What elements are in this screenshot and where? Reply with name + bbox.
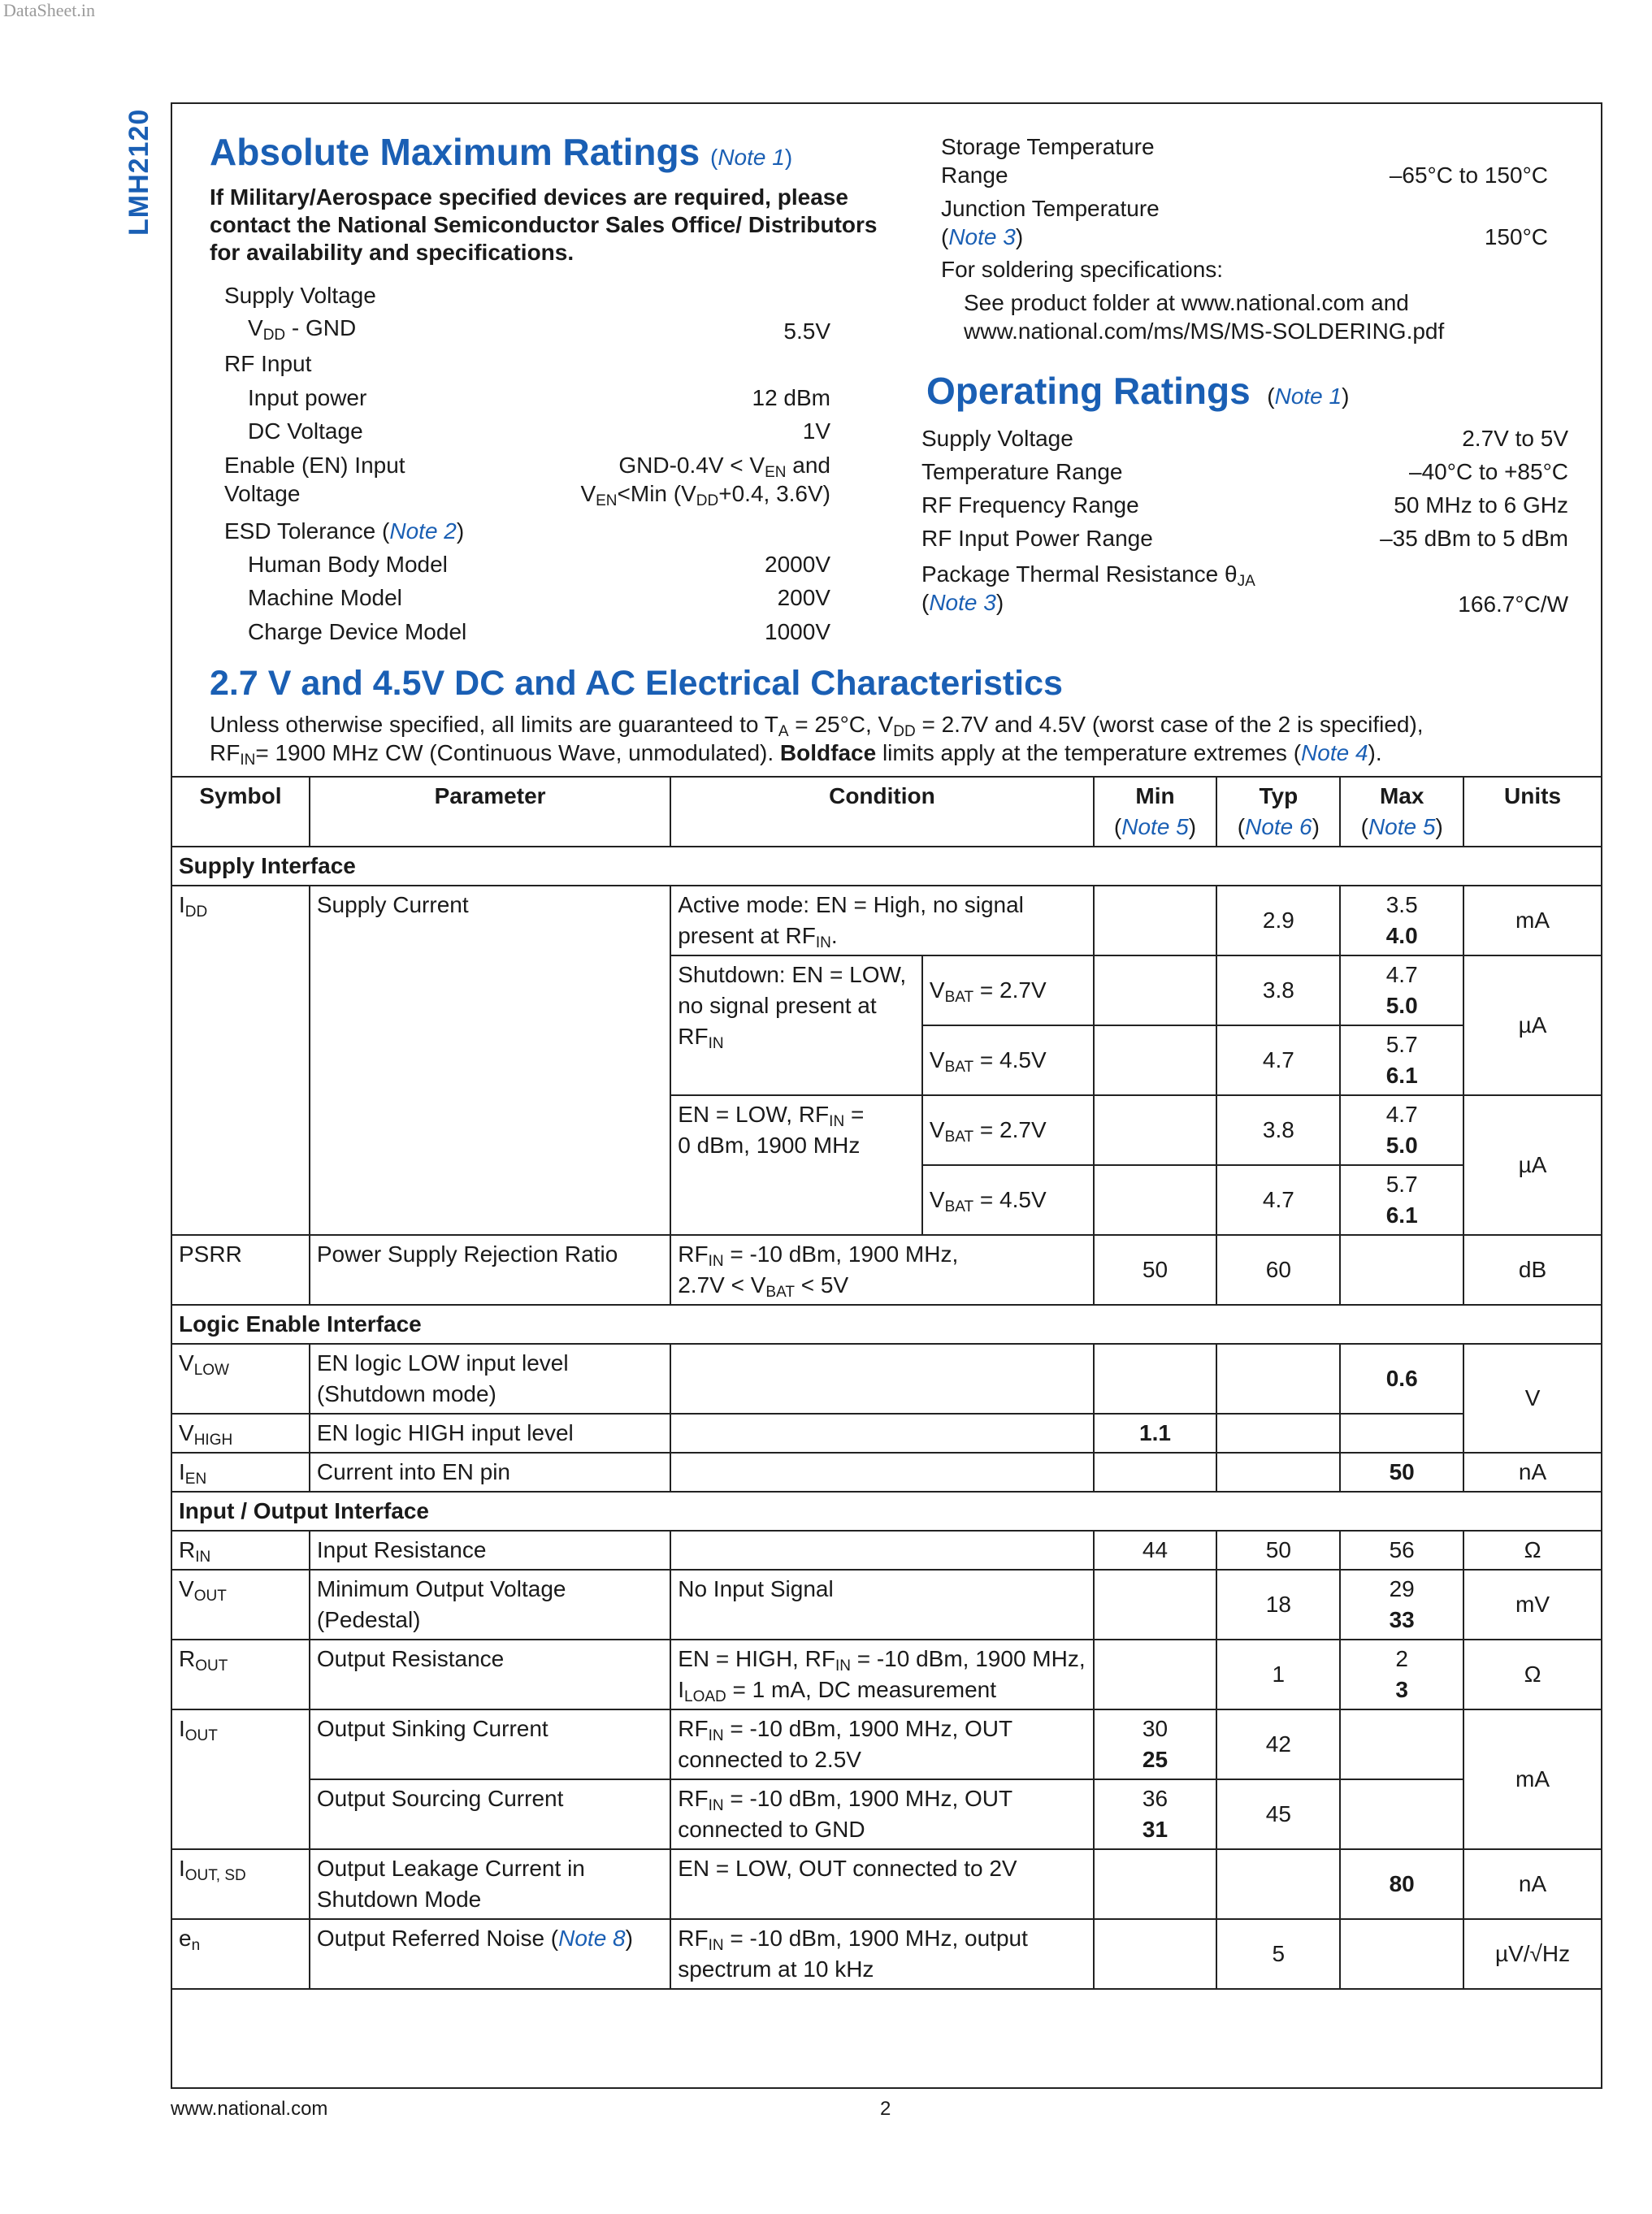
table-row: $V_{LOW}$ EN logic LOW input level (Shutdown mode) 0.6 V [171, 1344, 1602, 1414]
table-row: $I_{EN}$ Current into EN pin 50 nA [171, 1453, 1602, 1492]
op-rf-freq-label: RF Frequency Range [921, 492, 1139, 518]
op-supply-label: Supply Voltage [921, 426, 1073, 451]
note-link[interactable]: Note 1 [718, 145, 785, 170]
table-row: $I_{OUT, SD}$ Output Leakage Current in Shutdown Mode EN = LOW, OUT connected to 2V 80 nA [171, 1849, 1602, 1919]
ec-title: 2.7 V and 4.5V DC and AC Electrical Characteristics [210, 664, 1063, 703]
mm-label: Machine Model [248, 585, 402, 610]
note-link[interactable]: Note 5 [1121, 814, 1189, 839]
op-temp-label: Temperature Range [921, 459, 1123, 484]
storage-temp-label: Storage Temperature Range [941, 134, 1155, 188]
enable-label: Enable (EN) Input Voltage [224, 453, 405, 506]
header-units: Units [1463, 777, 1602, 847]
junction-temp-value: 150°C [1484, 224, 1548, 249]
note-link[interactable]: Note 4 [1301, 740, 1368, 765]
hbm-value: 2000V [765, 552, 830, 577]
table-row: $I_{DD}$ Supply Current Active mode: EN = High, no signal present at $RF_{IN}$. 2.9 3.5 4.0 mA [171, 886, 1602, 955]
table-row: $V_{OUT}$ Minimum Output Voltage (Pedestal) No Input Signal 18 29 33 mV [171, 1570, 1602, 1640]
op-rf-freq-value: 50 MHz to 6 GHz [1394, 492, 1568, 518]
ec-table [171, 776, 1602, 1990]
op-rf-power-label: RF Input Power Range [921, 526, 1153, 551]
ec-intro: Unless otherwise specified, all limits are guaranteed to $T_A = 25^\circ C$, $V_{DD} = 2.7V$ and 4.5V (worst case of the 2 is specified), $RF_{IN}= 1900$ MHz CW (Continuous Wave, unmodulated). Boldface limits apply at the temperature extremes (Note 4). [210, 712, 1424, 769]
military-note: If Military/Aerospace specified devices are required, please contact the National Semiconductor Sales Office/ Distributors for availability and specifications. [210, 184, 878, 265]
section-row: Input / Output Interface [171, 1492, 1602, 1531]
section-row: Supply Interface [171, 847, 1602, 886]
op-thermal-label: Package Thermal Resistance $\theta_{JA}$ (Note 3) [921, 561, 1255, 615]
soldering-label: For soldering specifications: [941, 257, 1224, 282]
hbm-label: Human Body Model [248, 552, 448, 577]
note-link[interactable]: Note 2 [389, 518, 457, 544]
mm-value: 200V [777, 585, 830, 610]
op-supply-value: 2.7V to 5V [1462, 426, 1568, 451]
header-max: Max (Note 5) [1340, 777, 1463, 847]
dc-voltage-value: 1V [802, 418, 830, 444]
esd-label: ESD Tolerance (Note 2) [224, 518, 465, 544]
table-header-row [171, 777, 1602, 847]
table-row: $R_{OUT}$ Output Resistance EN = HIGH, $RF_{IN} = -10$ dBm, 1900 MHz, $I_{LOAD} = 1$ mA, DC measurement 1 2 3 Ω [171, 1640, 1602, 1709]
footer-url[interactable]: www.national.com [171, 2098, 328, 2120]
op-rf-power-value: –35 dBm to 5 dBm [1380, 526, 1568, 551]
note-link[interactable]: Note 6 [1245, 814, 1312, 839]
table-row: EN = LOW, $RF_{IN}$ = 0 dBm, 1900 MHz $V_{BAT} = 2.7V$ 3.8 4.7 5.0 µA [171, 1095, 1602, 1165]
supply-voltage-label: Supply Voltage [224, 283, 376, 308]
table-row: $V_{BAT} = 4.5V$ 4.7 5.7 6.1 [171, 1165, 1602, 1235]
rf-input-label: RF Input [224, 351, 312, 376]
table-row: $V_{HIGH}$ EN logic HIGH input level 1.1 [171, 1414, 1602, 1453]
part-number-side-label: LMH2120 [124, 108, 154, 236]
op-ratings-title: Operating Ratings (Note 1) [926, 370, 1350, 412]
table-row: Output Sourcing Current $RF_{IN} = -10$ dBm, 1900 MHz, OUT connected to GND 36 31 45 [171, 1779, 1602, 1849]
note-link[interactable]: Note 8 [558, 1926, 626, 1951]
enable-value: $GND-0.4V < V_{EN}$ and $V_{EN}<Min$ ($V_{DD}+0.4$, 3.6V) [580, 453, 830, 509]
table-row: PSRR Power Supply Rejection Ratio $RF_{IN} = -10$ dBm, 1900 MHz, $2.7V < V_{BAT} < 5V$ 50 60 dB [171, 1235, 1602, 1305]
vdd-gnd-value: 5.5V [783, 318, 830, 344]
watermark: DataSheet.in [3, 0, 96, 20]
junction-temp-label: Junction Temperature (Note 3) [941, 196, 1160, 249]
table-row: $e_n$ Output Referred Noise (Note 8) $RF_{IN} = -10$ dBm, 1900 MHz, output spectrum at 10 kHz 5 µV/√Hz [171, 1919, 1602, 1989]
dc-voltage-label: DC Voltage [248, 418, 363, 444]
note-link[interactable]: Note 3 [929, 590, 996, 615]
note-link[interactable]: Note 5 [1368, 814, 1436, 839]
storage-temp-value: –65°C to 150°C [1389, 162, 1548, 188]
header-condition: Condition [670, 777, 1093, 847]
page-number: 2 [880, 2098, 891, 2120]
table-row: $I_{OUT}$ Output Sinking Current $RF_{IN} = -10$ dBm, 1900 MHz, OUT connected to 2.5V 30 25 42 mA [171, 1709, 1602, 1779]
op-temp-value: –40°C to +85°C [1409, 459, 1568, 484]
header-min: Min (Note 5) [1094, 777, 1217, 847]
table-row: $R_{IN}$ Input Resistance 44 50 56 Ω [171, 1531, 1602, 1570]
section-row: Logic Enable Interface [171, 1305, 1602, 1344]
header-symbol: Symbol [171, 777, 310, 847]
soldering-text: See product folder at www.national.com and www.national.com/ms/MS/MS-SOLDERING.pdf [964, 290, 1445, 344]
table-row: Shutdown: EN = LOW, no signal present at $RF_{IN}$ $V_{BAT} = 2.7V$ 3.8 4.7 5.0 µA [171, 955, 1602, 1025]
input-power-label: Input power [248, 385, 367, 410]
input-power-value: 12 dBm [752, 385, 830, 410]
cdm-label: Charge Device Model [248, 619, 467, 644]
abs-max-title: Absolute Maximum Ratings (Note 1) [210, 131, 793, 173]
note-link[interactable]: Note 3 [948, 224, 1016, 249]
table-row: $V_{BAT} = 4.5V$ 4.7 5.7 6.1 [171, 1025, 1602, 1095]
note-link[interactable]: Note 1 [1274, 383, 1342, 409]
header-typ: Typ (Note 6) [1216, 777, 1340, 847]
header-parameter: Parameter [310, 777, 670, 847]
op-thermal-value: 166.7°C/W [1458, 591, 1568, 617]
cdm-value: 1000V [765, 619, 830, 644]
vdd-gnd-label: $V_{DD}$ - GND [248, 315, 357, 344]
